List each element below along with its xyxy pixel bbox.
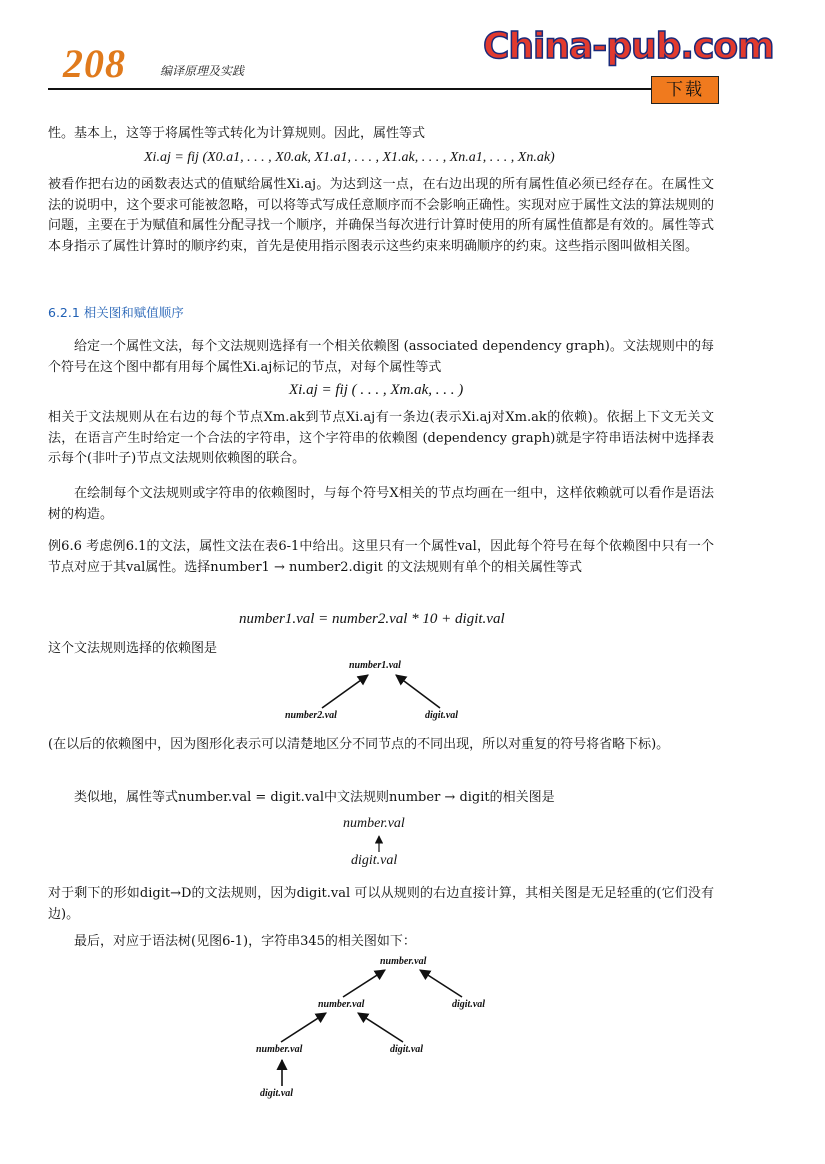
- node-root-number-val: number.val: [380, 956, 427, 967]
- paragraph: (在以后的依赖图中，因为图形化表示可以清楚地区分不同节点的不同出现，所以对重复的符号将省略下标)。: [48, 737, 670, 752]
- node-number1-val: number1.val: [349, 660, 401, 671]
- edge: [322, 675, 368, 708]
- paragraph-line: 性。基本上，这等于将属性等式转化为计算规则。因此，属性等式: [48, 126, 426, 141]
- paragraph: 相关于文法规则从在右边的每个节点Xm.ak到节点Xi.aj有一条边(表示Xi.aj对Xm.ak的依赖)。依据上下文无关文法，在语言产生时给定一个合法的字符串，这个字符串的依赖图 (dependency graph)就是字符串语法树中选择表示每个(非叶子)节点文法规则依赖图的联合。: [48, 410, 714, 466]
- paragraph-line: 最后，对应于语法树(见图6-1)，字符串345的相关图如下：: [74, 934, 416, 949]
- node-digit-val: digit.val: [425, 710, 459, 721]
- section-heading: 6.2.1 相关图和赋值顺序: [48, 305, 184, 320]
- node-number-val: number.val: [343, 816, 405, 831]
- edge: [281, 1013, 326, 1042]
- node-digit-val: digit.val: [351, 853, 398, 868]
- download-button[interactable]: 下载: [651, 76, 719, 104]
- paragraph: 例6.6 考虑例6.1的文法，属性文法在表6-1中给出。这里只有一个属性val，因此每个符号在每个依赖图中只有一个节点对应于其val属性。选择number1 → number2.digit 的文法规则有单个的相关属性等式: [48, 539, 714, 575]
- paragraph-line: 类似地，属性等式number.val = digit.val中文法规则number → digit的相关图是: [74, 790, 555, 805]
- paragraph: 在绘制每个文法规则或字符串的依赖图时，与每个符号X相关的节点均画在一组中，这样依赖就可以看作是语法树的构造。: [48, 486, 714, 522]
- equation-1: Xi.aj = fij (X0.a1, . . . , X0.ak, X1.a1, . . . , X1.ak, . . . , Xn.a1, . . . , Xn.ak): [144, 150, 555, 165]
- equation-2: Xi.aj = fij ( . . . , Xm.ak, . . . ): [289, 382, 464, 398]
- node-low-digit-val: digit.val: [390, 1044, 424, 1055]
- page-number: 208: [63, 41, 126, 86]
- china-pub-logo[interactable]: China-pub.com: [483, 26, 774, 67]
- node-low-number-val: number.val: [256, 1044, 303, 1055]
- node-leaf-digit-val: digit.val: [260, 1088, 294, 1099]
- node-mid-digit-val: digit.val: [452, 999, 486, 1010]
- node-mid-number-val: number.val: [318, 999, 365, 1010]
- node-number2-val: number2.val: [285, 710, 337, 721]
- paragraph: 对于剩下的形如digit→D的文法规则，因为digit.val 可以从规则的右边直接计算，其相关图是无足轻重的(它们没有边)。: [48, 886, 714, 922]
- edge: [343, 970, 385, 997]
- edge: [396, 675, 440, 708]
- edge: [358, 1013, 403, 1042]
- book-title: 编译原理及实践: [160, 64, 245, 78]
- paragraph: 给定一个属性文法，每个文法规则选择有一个相关依赖图 (associated dependency graph)。文法规则中的每个符号在这个图中都有用每个属性Xi.aj标记的节点，对每个属性等式: [48, 339, 714, 375]
- paragraph: 被看作把右边的函数表达式的值赋给属性Xi.aj。为达到这一点，在右边出现的所有属性值必须已经存在。在属性文法的说明中，这个要求可能被忽略，可以将等式写成任意顺序而不会影响正确性。实现对应于属性文法的算法规则的问题，主要在于为赋值和属性分配寻找一个顺序，并确保当每次进行计算时使用的所有属性值都是有效的。属性等式本身指示了属性计算时的顺序约束，首先是使用指示图表示这些约束来明确顺序的约束。这些指示图叫做相关图。: [48, 177, 714, 254]
- paragraph-line: 这个文法规则选择的依赖图是: [48, 641, 218, 656]
- equation-3: number1.val = number2.val * 10 + digit.val: [239, 611, 505, 627]
- edge: [420, 970, 462, 997]
